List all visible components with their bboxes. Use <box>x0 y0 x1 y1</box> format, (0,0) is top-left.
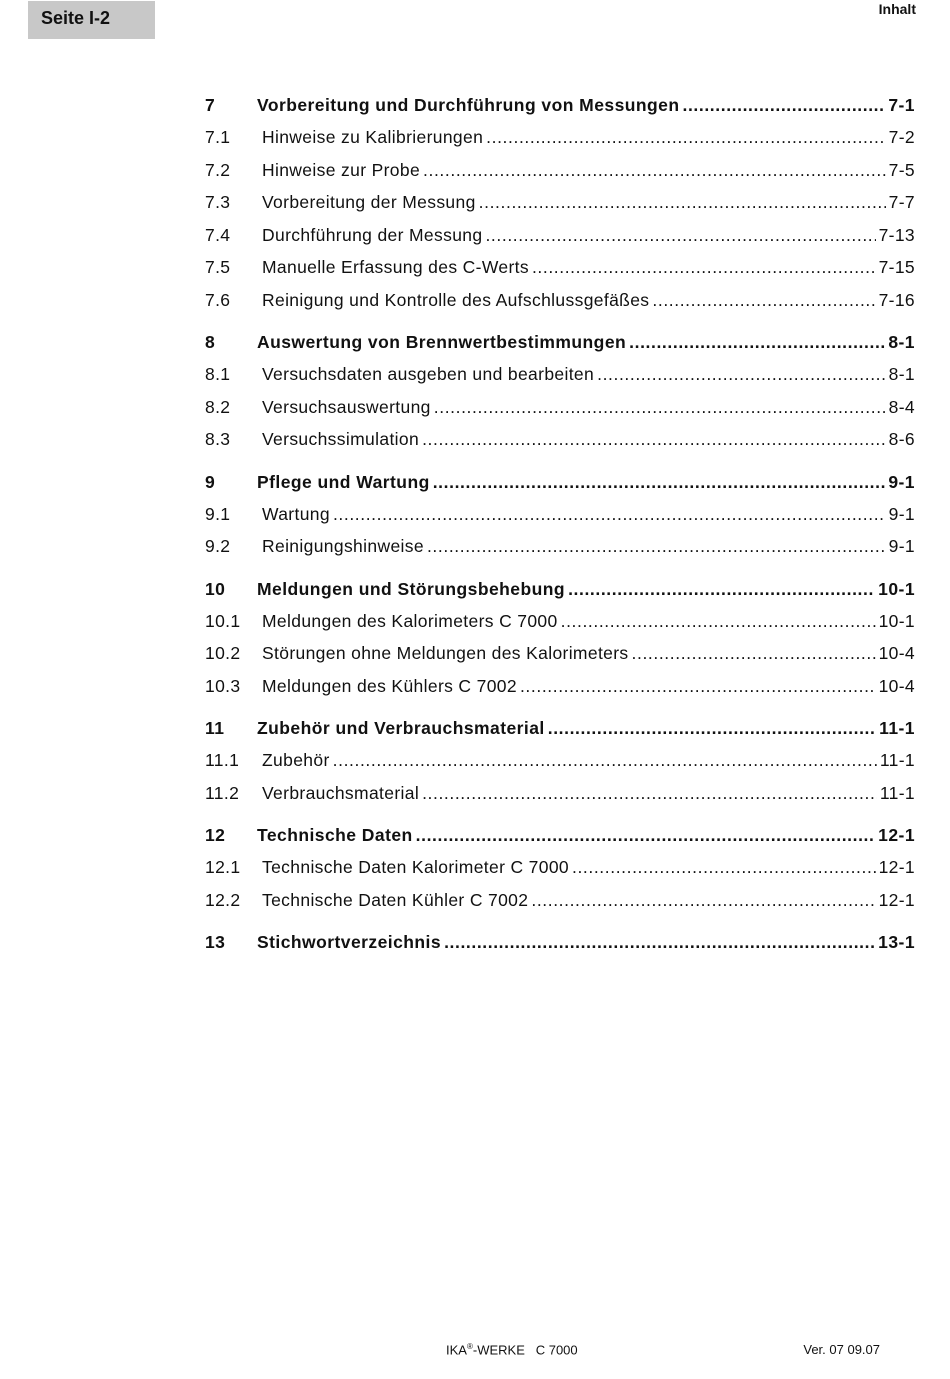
toc-entry-number: 8.1 <box>205 364 231 384</box>
toc-entry-number: 7 <box>205 95 216 115</box>
toc-section-entry[interactable] <box>205 887 915 920</box>
toc-entry-page: 13-1 <box>878 932 915 952</box>
toc-entry-page: 8-6 <box>888 429 915 449</box>
toc-entry-number: 8.3 <box>205 429 231 449</box>
toc-entry-title: Technische Daten Kalorimeter C 7000 <box>262 857 569 877</box>
toc-entry-number: 12.2 <box>205 889 241 910</box>
toc-dot-leader <box>333 501 886 527</box>
toc-dot-leader <box>629 329 885 355</box>
toc-entry-page: 11-1 <box>879 718 915 738</box>
toc-section-entry[interactable] <box>205 673 915 706</box>
toc-entry-page: 8-4 <box>888 396 915 417</box>
toc-entry-number: 9.1 <box>205 503 231 524</box>
toc-section-entry[interactable] <box>205 426 915 459</box>
toc-section-entry[interactable] <box>205 222 915 255</box>
toc-chapter-block <box>205 822 915 919</box>
toc-dot-leader <box>568 576 875 602</box>
page-number-label: Seite I-2 <box>41 8 111 28</box>
toc-dot-leader <box>422 780 877 806</box>
toc-entry-page: 12-1 <box>878 825 915 845</box>
footer-brand-mark: ® <box>466 1342 473 1351</box>
toc-entry-number: 7.6 <box>205 289 231 310</box>
toc-entry-title: Störungen ohne Meldungen des Kalorimeters <box>262 643 629 663</box>
toc-dot-leader <box>423 157 886 183</box>
toc-entry-number: 13 <box>205 932 226 952</box>
toc-dot-leader <box>433 469 886 495</box>
table-of-contents <box>205 92 915 971</box>
toc-chapter-entry[interactable] <box>205 469 915 501</box>
toc-entry-page: 10-1 <box>878 610 915 631</box>
toc-entry-number: 7.3 <box>205 192 231 212</box>
toc-dot-leader <box>683 92 886 118</box>
footer-version: Ver. 07 09.07 <box>803 1342 880 1357</box>
toc-entry-number: 8.2 <box>205 396 231 417</box>
toc-chapter-block <box>205 929 915 961</box>
footer-brand-suffix: -WERKE <box>472 1342 525 1358</box>
toc-chapter-entry[interactable] <box>205 929 915 961</box>
toc-entry-page: 7-5 <box>888 159 915 180</box>
toc-entry-title: Versuchssimulation <box>262 429 420 449</box>
toc-entry-page: 12-1 <box>878 857 915 877</box>
toc-entry-number: 10 <box>205 578 226 599</box>
toc-entry-page: 7-2 <box>888 127 915 147</box>
toc-dot-leader <box>333 747 877 773</box>
toc-section-entry[interactable] <box>205 854 915 887</box>
toc-chapter-block <box>205 329 915 459</box>
toc-entry-number: 7.2 <box>205 159 231 180</box>
toc-dot-leader <box>485 222 875 248</box>
footer-brand-name: IKA <box>446 1342 467 1358</box>
toc-entry-page: 9-1 <box>888 471 915 492</box>
toc-dot-leader <box>427 533 886 559</box>
toc-entry-page: 12-1 <box>878 889 915 910</box>
toc-entry-number: 11 <box>205 718 225 738</box>
toc-chapter-block <box>205 715 915 812</box>
toc-entry-page: 11-1 <box>879 750 915 770</box>
toc-entry-page: 9-1 <box>888 536 915 556</box>
toc-entry-page: 7-7 <box>888 192 915 212</box>
toc-dot-leader <box>444 929 875 955</box>
toc-section-entry[interactable] <box>205 189 915 222</box>
toc-chapter-block <box>205 469 915 566</box>
toc-entry-page: 10-4 <box>878 675 915 696</box>
toc-entry-title: Manuelle Erfassung des C-Werts <box>262 257 529 277</box>
toc-entry-number: 11.1 <box>205 750 240 770</box>
toc-entry-title: Vorbereitung und Durchführung von Messungen <box>257 95 680 115</box>
toc-entry-title: Zubehör <box>262 750 330 770</box>
toc-entry-page: 7-15 <box>878 257 915 277</box>
toc-entry-title: Wartung <box>262 503 330 524</box>
toc-dot-leader <box>652 287 875 313</box>
toc-entry-title: Versuchsdaten ausgeben und bearbeiten <box>262 364 595 384</box>
toc-entry-title: Zubehör und Verbrauchsmaterial <box>257 718 545 738</box>
toc-dot-leader <box>486 124 885 150</box>
toc-chapter-entry[interactable] <box>205 715 915 747</box>
section-label: Inhalt <box>878 1 916 17</box>
toc-chapter-block <box>205 92 915 319</box>
toc-dot-leader <box>531 887 875 913</box>
toc-entry-number: 7.1 <box>205 127 231 147</box>
toc-entry-page: 7-16 <box>878 289 915 310</box>
footer-brand <box>446 1342 578 1357</box>
toc-section-entry[interactable] <box>205 254 915 287</box>
toc-entry-page: 8-1 <box>888 332 915 352</box>
toc-entry-title: Meldungen und Störungsbehebung <box>257 578 566 599</box>
toc-entry-title: Pflege und Wartung <box>257 471 430 492</box>
toc-entry-number: 9 <box>205 471 216 492</box>
toc-entry-title: Versuchsauswertung <box>262 396 431 417</box>
toc-entry-number: 7.5 <box>205 257 231 277</box>
toc-section-entry[interactable] <box>205 124 915 157</box>
toc-entry-title: Meldungen des Kühlers C 7002 <box>262 675 517 696</box>
toc-entry-number: 12 <box>205 825 226 845</box>
toc-entry-title: Reinigung und Kontrolle des Aufschlussgefäßes <box>262 289 650 310</box>
toc-entry-title: Reinigungshinweise <box>262 536 424 556</box>
toc-entry-page: 7-1 <box>888 95 915 115</box>
toc-chapter-entry[interactable] <box>205 92 915 124</box>
toc-dot-leader <box>479 189 886 215</box>
toc-entry-title: Hinweise zur Probe <box>262 159 421 180</box>
toc-entry-number: 8 <box>205 332 216 352</box>
toc-entry-number: 12.1 <box>205 857 241 877</box>
toc-entry-title: Technische Daten <box>257 825 413 845</box>
toc-dot-leader <box>434 394 886 420</box>
toc-entry-number: 10.1 <box>205 610 241 631</box>
toc-entry-title: Auswertung von Brennwertbestimmungen <box>257 332 627 352</box>
toc-entry-page: 10-4 <box>878 643 915 663</box>
footer-model: C 7000 <box>535 1342 578 1358</box>
toc-chapter-entry[interactable] <box>205 576 915 608</box>
toc-entry-number: 9.2 <box>205 536 231 556</box>
toc-chapter-entry[interactable] <box>205 822 915 854</box>
toc-section-entry[interactable] <box>205 501 915 534</box>
toc-entry-title: Stichwortverzeichnis <box>257 932 442 952</box>
toc-dot-leader <box>548 715 876 741</box>
toc-dot-leader <box>561 608 876 634</box>
toc-dot-leader <box>416 822 876 848</box>
toc-dot-leader <box>520 673 876 699</box>
toc-section-entry[interactable] <box>205 394 915 427</box>
toc-section-entry[interactable] <box>205 640 915 673</box>
toc-entry-number: 11.2 <box>205 782 240 803</box>
toc-dot-leader <box>422 426 886 452</box>
toc-chapter-block <box>205 576 915 706</box>
toc-entry-title: Durchführung der Messung <box>262 224 483 245</box>
toc-chapter-entry[interactable] <box>205 329 915 361</box>
toc-dot-leader <box>632 640 876 666</box>
toc-section-entry[interactable] <box>205 608 915 641</box>
toc-section-entry[interactable] <box>205 157 915 190</box>
toc-entry-page: 9-1 <box>888 503 915 524</box>
toc-entry-page: 7-13 <box>878 224 915 245</box>
toc-entry-number: 10.2 <box>205 643 241 663</box>
toc-entry-page: 11-1 <box>879 782 915 803</box>
toc-entry-number: 7.4 <box>205 224 231 245</box>
toc-section-entry[interactable] <box>205 287 915 320</box>
toc-section-entry[interactable] <box>205 747 915 780</box>
toc-entry-title: Technische Daten Kühler C 7002 <box>262 889 529 910</box>
toc-dot-leader <box>597 361 886 387</box>
toc-section-entry[interactable] <box>205 780 915 813</box>
toc-entry-title: Verbrauchsmaterial <box>262 782 420 803</box>
toc-entry-page: 8-1 <box>888 364 915 384</box>
toc-entry-page: 10-1 <box>878 578 915 599</box>
page-number-tab <box>28 1 155 39</box>
toc-dot-leader <box>572 854 876 880</box>
toc-entry-title: Hinweise zu Kalibrierungen <box>262 127 484 147</box>
toc-entry-title: Vorbereitung der Messung <box>262 192 476 212</box>
toc-entry-title: Meldungen des Kalorimeters C 7000 <box>262 610 558 631</box>
toc-section-entry[interactable] <box>205 533 915 566</box>
toc-entry-number: 10.3 <box>205 675 241 696</box>
toc-section-entry[interactable] <box>205 361 915 394</box>
toc-dot-leader <box>532 254 876 280</box>
